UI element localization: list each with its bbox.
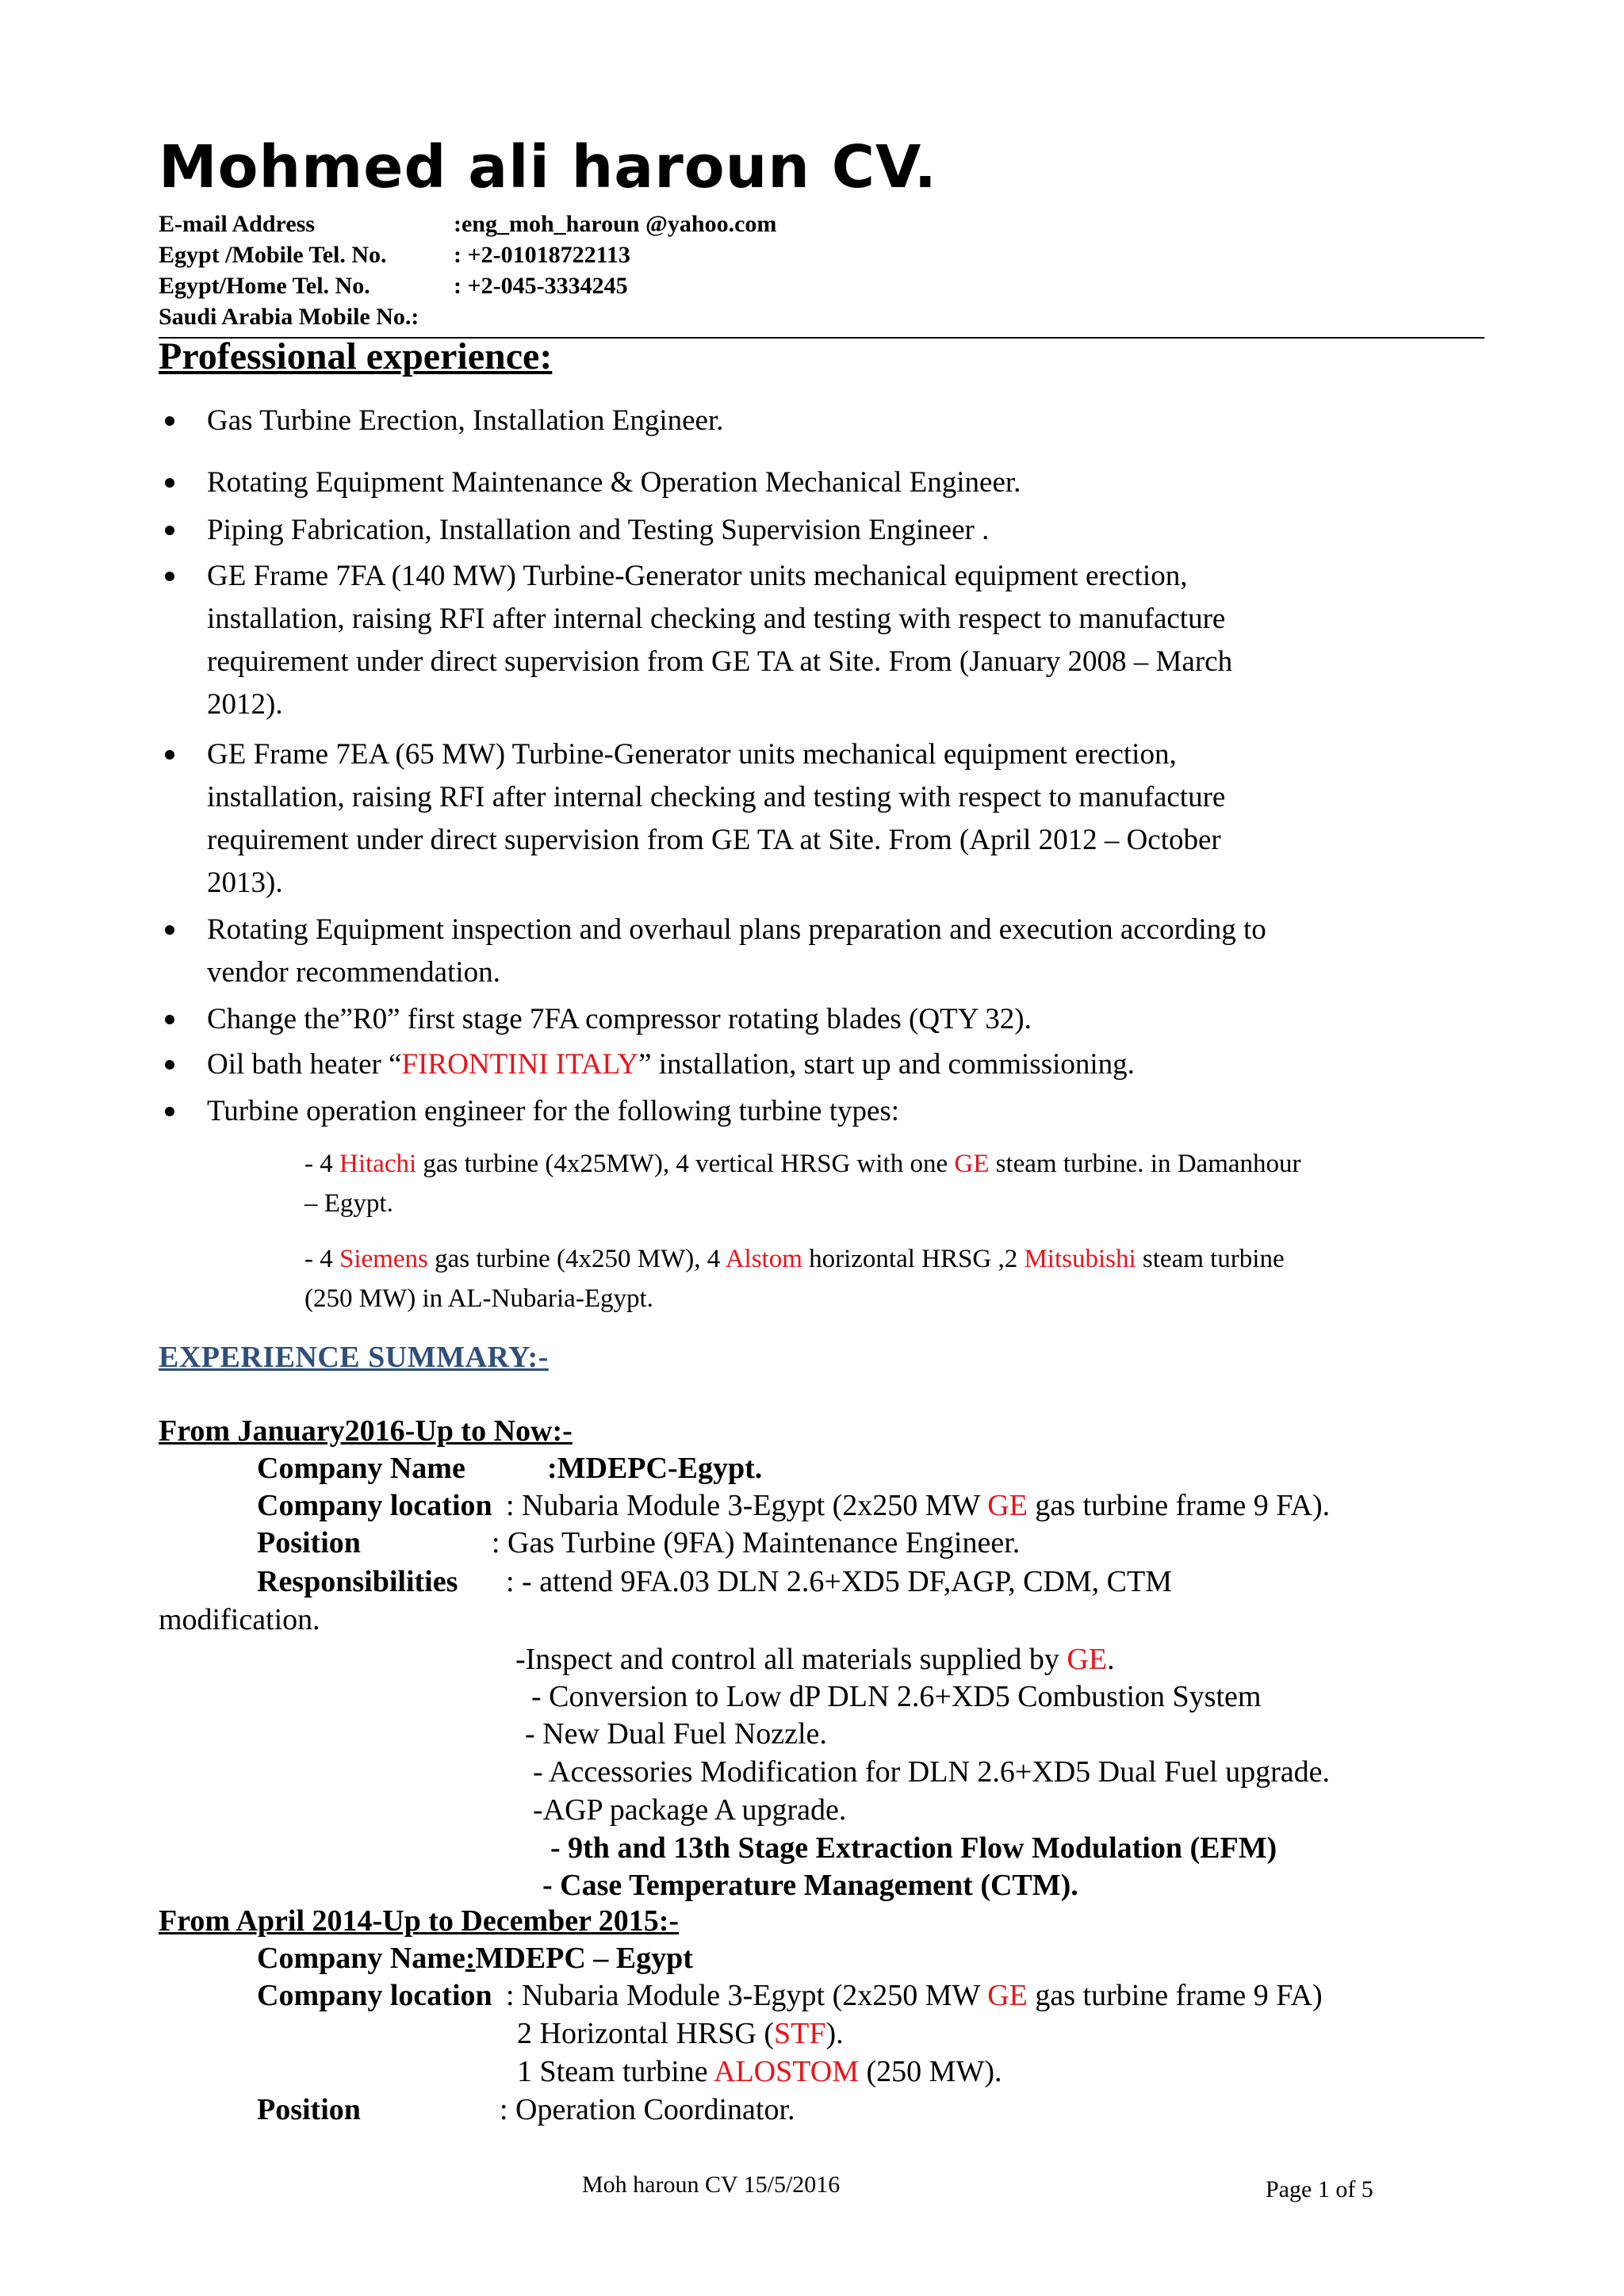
footer-author-date: Moh haroun CV 15/5/2016 [582, 2172, 841, 2198]
job2-position-value: : Operation Coordinator. [500, 2093, 795, 2126]
job1-responsibility-item: -Inspect and control all materials supplied by GE. [515, 1643, 1115, 1676]
contact-email-label: E-mail Address [159, 211, 315, 237]
bullet-item: Turbine operation engineer for the following turbine types: [207, 1095, 900, 1127]
job1-company-label: Company Name [257, 1452, 465, 1485]
job1-responsibility-item: - Accessories Modification for DLN 2.6+XD5 Dual Fuel upgrade. [533, 1755, 1330, 1789]
job2-period: From April 2014-Up to December 2015:- [159, 1904, 680, 1938]
turbine-type-nubaria-cont: (250 MW) in AL-Nubaria-Egypt. [304, 1284, 653, 1313]
bullet-icon [165, 416, 174, 426]
contact-home-label: Egypt/Home Tel. No. [159, 273, 370, 299]
bullet-icon [165, 478, 174, 488]
bullet-item-geea-line2: installation, raising RFI after internal checking and testing with respect to manufacture [207, 781, 1226, 813]
job1-responsibility-item: -AGP package A upgrade. [533, 1793, 847, 1827]
bullet-icon [165, 1060, 174, 1070]
job2-company-label: Company Name:MDEPC – Egypt [257, 1942, 693, 1975]
job1-location-label: Company location [257, 1489, 492, 1522]
bullet-item-geea-line4: 2013). [207, 867, 283, 899]
bullet-item-gefa-line1: GE Frame 7FA (140 MW) Turbine-Generator units mechanical equipment erection, [207, 560, 1188, 592]
bullet-item-gefa-line3: requirement under direct supervision from GE TA at Site. From (January 2008 – March [207, 645, 1233, 678]
job1-company-value: :MDEPC-Egypt. [547, 1452, 763, 1485]
experience-summary-title: EXPERIENCE SUMMARY:- [159, 1341, 549, 1374]
bullet-item-gefa-line2: installation, raising RFI after internal checking and testing with respect to manufacture [207, 603, 1226, 635]
bullet-item: Gas Turbine Erection, Installation Engineer. [207, 404, 724, 437]
job2-location-label: Company location [257, 1979, 492, 2012]
bullet-icon [165, 572, 174, 581]
bullet-item-oil-heater: Oil bath heater “FIRONTINI ITALY” installation, start up and commissioning. [207, 1048, 1135, 1081]
job1-responsibility-first-cont: modification. [159, 1603, 320, 1636]
bullet-icon [165, 925, 174, 935]
bullet-item: Change the”R0” first stage 7FA compressor rotating blades (QTY 32). [207, 1003, 1032, 1035]
job2-location-steam: 1 Steam turbine ALOSTOM (250 MW). [517, 2055, 1002, 2088]
job1-period: From January2016-Up to Now:- [159, 1414, 573, 1448]
job1-responsibility-item: - Conversion to Low dP DLN 2.6+XD5 Combustion System [531, 1680, 1262, 1713]
contact-mobile-label: Egypt /Mobile Tel. No. [159, 242, 387, 268]
cv-title: Mohmed ali haroun CV. [159, 133, 937, 201]
contact-home-value: : +2-045-3334245 [454, 273, 628, 299]
job1-location-value: : Nubaria Module 3-Egypt (2x250 MW GE gas turbine frame 9 FA). [506, 1489, 1331, 1522]
turbine-type-nubaria: - 4 Siemens gas turbine (4x250 MW), 4 Alstom horizontal HRSG ,2 Mitsubishi steam turbine [304, 1245, 1285, 1273]
job1-position-value: : Gas Turbine (9FA) Maintenance Engineer. [492, 1526, 1021, 1559]
bullet-item: Piping Fabrication, Installation and Testing Supervision Engineer . [207, 514, 990, 546]
contact-email-value: :eng_moh_haroun @yahoo.com [454, 211, 777, 237]
job1-responsibility-item: - 9th and 13th Stage Extraction Flow Modulation (EFM) [550, 1831, 1277, 1865]
bullet-icon [165, 526, 174, 535]
bullet-icon [165, 750, 174, 760]
bullet-icon [165, 1107, 174, 1116]
job1-responsibility-first: : - attend 9FA.03 DLN 2.6+XD5 DF,AGP, CDM, CTM [506, 1565, 1172, 1598]
job1-responsibilities-label: Responsibilities [257, 1565, 458, 1598]
bullet-item-geea-line1: GE Frame 7EA (65 MW) Turbine-Generator units mechanical equipment erection, [207, 738, 1177, 771]
turbine-type-damanhour: - 4 Hitachi gas turbine (4x25MW), 4 vertical HRSG with one GE steam turbine. in Damanhour [304, 1150, 1301, 1178]
turbine-type-damanhour-cont: – Egypt. [304, 1189, 393, 1218]
contact-mobile-value: : +2-01018722113 [454, 242, 630, 268]
bullet-item-inspection-line2: vendor recommendation. [207, 956, 500, 989]
footer-page-number: Page 1 of 5 [1266, 2176, 1373, 2202]
job1-position-label: Position [257, 1526, 361, 1559]
bullet-item: Rotating Equipment Maintenance & Operation Mechanical Engineer. [207, 466, 1021, 499]
job2-position-label: Position [257, 2093, 361, 2126]
job1-responsibility-item: - New Dual Fuel Nozzle. [525, 1717, 827, 1751]
bullet-icon [165, 1015, 174, 1024]
job1-responsibility-item: - Case Temperature Management (CTM). [542, 1869, 1078, 1902]
bullet-item-geea-line3: requirement under direct supervision from GE TA at Site. From (April 2012 – October [207, 824, 1221, 856]
job2-location-value: : Nubaria Module 3-Egypt (2x250 MW GE gas turbine frame 9 FA) [506, 1979, 1323, 2012]
job2-location-hrsg: 2 Horizontal HRSG (STF). [517, 2017, 844, 2050]
bullet-item-inspection-line1: Rotating Equipment inspection and overhaul plans preparation and execution according to [207, 913, 1266, 946]
section-title: Professional experience: [159, 335, 553, 377]
bullet-item-gefa-line4: 2012). [207, 688, 283, 721]
contact-saudi-label: Saudi Arabia Mobile No.: [159, 304, 419, 330]
